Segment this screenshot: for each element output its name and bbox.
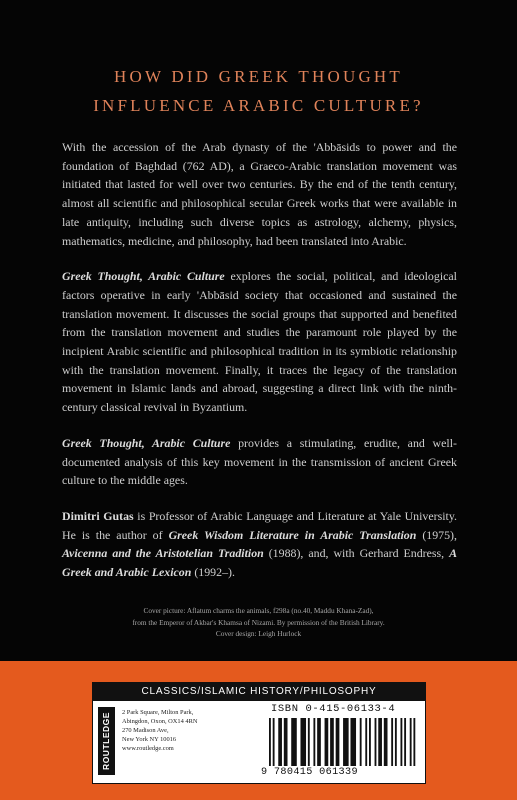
credit-line-1: Cover picture: Aflatum charms the animals, f298a (no.40, Maddu Khana-Zad), <box>143 606 374 615</box>
headline-line-1: HOW DID GREEK THOUGHT <box>114 67 403 86</box>
credit-line-3: Cover design: Leigh Hurlock <box>215 629 302 638</box>
blurb-paragraph-3 <box>62 434 457 490</box>
work-title: Avicenna and the Aristotelian Tradition <box>62 546 264 561</box>
barcode-bar <box>413 718 415 766</box>
blurb-paragraph-1: With the accession of the Arab dynasty of the 'Abbāsids to power and the foundation of Baghdad (762 AD), a Graeco-Arabic translation movement was initiated that lasted for well over two centuries. By the end of the tenth century, almost all scientific and philosophical secular Greek works that were available in late antiquity, including such diverse topics as astrology, alchemy, physics, mathematics, medicine, and philosophy, had been translated into Arabic. <box>62 140 457 248</box>
address-line: Abingdon, Oxon, OX14 4RN <box>122 718 198 725</box>
address-line: 2 Park Square, Milton Park, <box>122 709 194 716</box>
routledge-logo <box>98 707 115 775</box>
paragraph-text: provides a stimulating, erudite, and well-documented analysis of this key movement in the transmission of ancient Greek culture to the middle ages. <box>62 435 457 488</box>
address-line: www.routledge.com <box>122 745 174 752</box>
barcode-bar <box>369 718 371 766</box>
barcode-bar <box>336 718 340 766</box>
address-line: New York NY 10016 <box>122 736 177 743</box>
barcode-bar <box>278 718 282 766</box>
barcode-bar <box>330 718 334 766</box>
barcode-digits: 9 780415 061339 <box>261 767 358 778</box>
barcode-bar <box>300 718 306 766</box>
series-label: CLASSICS/ISLAMIC HISTORY/PHILOSOPHY <box>93 683 425 701</box>
barcode-bar <box>343 718 349 766</box>
barcode-bar <box>350 718 356 766</box>
logo-text: ROUTLEDGE <box>101 712 111 770</box>
author-bio <box>62 507 457 582</box>
credit-line-2: from the Emperor of Akbar's Khamsa of Nizami. By permission of the British Library. <box>132 617 385 627</box>
author-name: Dimitri Gutas <box>62 508 134 523</box>
barcode-bar <box>378 718 382 766</box>
barcode-bar <box>365 718 367 766</box>
barcode-bar <box>313 718 315 766</box>
headline-line-2: INFLUENCE ARABIC CULTURE? <box>93 96 424 115</box>
bio-text: is Professor of Arabic Language and Literature at Yale University. He is the author of <box>62 508 457 542</box>
barcode-bar <box>291 718 297 766</box>
paragraph-text: explores the social, political, and ideological factors operative in early 'Abbāsid society that occasioned and sustained the translation movement. It discusses the social groups that supported and benefited from the translation movement and studies the paramount role played by the incipient Arabic scientific and philosophical tradition in its symbiotic relationship with the translation movement. Finally, it traces the legacy of the translation movement in Islamic lands and abroad, suggesting a direct link with the ninth-century classical revival in Byzantium. <box>62 269 457 415</box>
work-title: Greek Wisdom Literature in Arabic Translation <box>168 527 417 542</box>
barcode-bar <box>284 718 288 766</box>
work-title: A Greek and Arabic Lexicon <box>62 546 457 580</box>
barcode-bar <box>273 718 275 766</box>
bio-text: (1992–). <box>191 565 235 580</box>
barcode-bar <box>391 718 393 766</box>
barcode-bar <box>308 718 310 766</box>
barcode-bar <box>325 718 329 766</box>
book-title: Greek Thought, Arabic Culture <box>62 435 231 450</box>
bio-text: (1988), and, with Gerhard Endress, <box>263 546 450 561</box>
barcode-bar <box>360 718 362 766</box>
barcode-bar <box>395 718 397 766</box>
isbn-label: ISBN 0-415-06133-4 <box>271 703 396 715</box>
blurb-paragraph-2 <box>62 267 457 417</box>
publisher-address <box>122 708 254 753</box>
book-title: Greek Thought, Arabic Culture <box>62 269 225 284</box>
cover-credits <box>40 605 477 640</box>
barcode-bar <box>269 718 271 766</box>
headline <box>0 62 517 120</box>
barcode-bar <box>317 718 321 766</box>
address-line: 270 Madison Ave, <box>122 727 169 734</box>
blurb <box>62 138 457 599</box>
barcode-bar <box>400 718 402 766</box>
publisher-box <box>92 682 426 784</box>
barcode-bar <box>410 718 412 766</box>
barcode-bar <box>375 718 377 766</box>
barcode <box>267 718 421 766</box>
barcode-bar <box>404 718 406 766</box>
bio-text: (1975), <box>416 527 457 542</box>
barcode-bar <box>384 718 388 766</box>
